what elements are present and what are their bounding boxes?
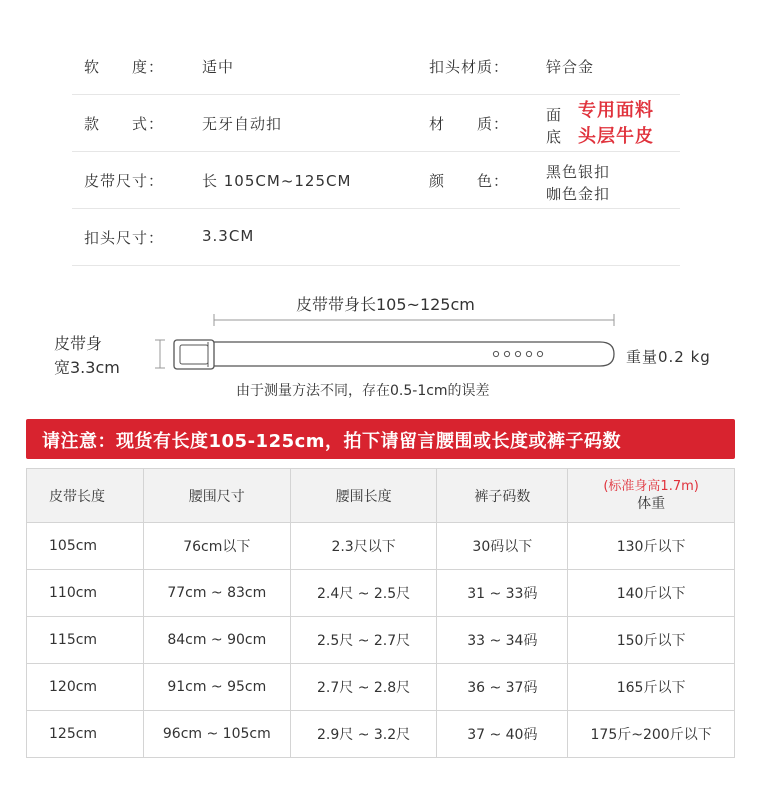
table-row	[27, 711, 735, 758]
cell-weight: 140斤以下	[568, 570, 735, 617]
belt-size-value: 长 105CM~125CM	[202, 172, 352, 190]
cell-belt-length: 110cm	[27, 570, 144, 617]
color-label: 颜 色：	[429, 172, 510, 190]
measurement-note: 由于测量方法不同，存在0.5-1cm的误差	[236, 383, 490, 399]
spec-table	[72, 38, 680, 266]
header-weight-label: 体重	[637, 495, 666, 512]
buckle-material-label: 扣头材质：	[429, 58, 510, 76]
header-weight	[568, 469, 735, 523]
notice-banner	[26, 419, 735, 459]
cell-waist-size: 77cm ~ 83cm	[143, 570, 290, 617]
belt-width-label-line-1: 皮带身	[54, 334, 103, 353]
size-table	[26, 468, 735, 758]
buckle-size-value: 3.3CM	[202, 227, 255, 245]
size-table-header-row	[27, 469, 735, 523]
material-note-base: 头层牛皮	[578, 126, 654, 147]
table-row	[27, 617, 735, 664]
header-belt-length: 皮带长度	[27, 469, 144, 523]
material-value-base: 底	[546, 128, 563, 146]
belt-hole-2	[504, 351, 509, 356]
cell-pants-size: 37 ~ 40码	[437, 711, 568, 758]
cell-waist-size: 96cm ~ 105cm	[143, 711, 290, 758]
cell-weight: 130斤以下	[568, 523, 735, 570]
style-value: 无牙自动扣	[202, 115, 283, 133]
cell-waist-length: 2.3尺以下	[290, 523, 437, 570]
material-value-face: 面	[546, 106, 563, 124]
softness-label: 软 度：	[84, 58, 165, 76]
spec-row-size	[72, 152, 680, 209]
cell-waist-size: 91cm ~ 95cm	[143, 664, 290, 711]
notice-banner-text: 请注意：现货有长度105-125cm，拍下请留言腰围或长度或裤子码数	[42, 431, 622, 452]
material-label: 材 质：	[429, 115, 510, 133]
header-weight-note: (标准身高1.7m)	[603, 478, 699, 494]
spec-row-buckle-size	[72, 209, 680, 266]
table-row	[27, 570, 735, 617]
belt-size-label: 皮带尺寸：	[84, 172, 165, 190]
softness-value: 适中	[202, 58, 235, 76]
style-label: 款 式：	[84, 115, 165, 133]
header-pants-size: 裤子码数	[437, 469, 568, 523]
cell-pants-size: 30码以下	[437, 523, 568, 570]
cell-belt-length: 120cm	[27, 664, 144, 711]
header-waist-size: 腰围尺寸	[143, 469, 290, 523]
belt-hole-5	[537, 351, 542, 356]
cell-pants-size: 33 ~ 34码	[437, 617, 568, 664]
belt-diagram	[0, 280, 759, 410]
spec-row-style	[72, 95, 680, 152]
cell-pants-size: 36 ~ 37码	[437, 664, 568, 711]
table-row	[27, 664, 735, 711]
cell-weight: 150斤以下	[568, 617, 735, 664]
color-value-brown: 咖色金扣	[546, 185, 611, 203]
cell-pants-size: 31 ~ 33码	[437, 570, 568, 617]
belt-width-label-line-2: 宽3.3cm	[54, 358, 120, 377]
belt-weight-label: 重量0.2 kg	[626, 348, 711, 366]
buckle-inner	[180, 345, 208, 364]
cell-waist-length: 2.4尺 ~ 2.5尺	[290, 570, 437, 617]
material-note-face: 专用面料	[578, 100, 654, 121]
buckle-size-label: 扣头尺寸：	[84, 229, 165, 247]
cell-belt-length: 125cm	[27, 711, 144, 758]
cell-waist-size: 84cm ~ 90cm	[143, 617, 290, 664]
belt-hole-3	[515, 351, 520, 356]
belt-hole-4	[526, 351, 531, 356]
cell-waist-length: 2.7尺 ~ 2.8尺	[290, 664, 437, 711]
cell-waist-length: 2.5尺 ~ 2.7尺	[290, 617, 437, 664]
belt-width-label	[54, 332, 120, 380]
spec-row-softness	[72, 38, 680, 95]
color-value-black: 黑色银扣	[546, 163, 611, 181]
cell-waist-size: 76cm以下	[143, 523, 290, 570]
cell-weight: 175斤~200斤以下	[568, 711, 735, 758]
table-row	[27, 523, 735, 570]
cell-belt-length: 115cm	[27, 617, 144, 664]
belt-strap	[200, 342, 614, 366]
header-waist-length: 腰围长度	[290, 469, 437, 523]
cell-weight: 165斤以下	[568, 664, 735, 711]
cell-belt-length: 105cm	[27, 523, 144, 570]
belt-hole-1	[493, 351, 498, 356]
cell-waist-length: 2.9尺 ~ 3.2尺	[290, 711, 437, 758]
material-note	[574, 98, 654, 150]
belt-length-label: 皮带带身长105~125cm	[296, 295, 475, 314]
buckle-material-value: 锌合金	[546, 58, 595, 76]
